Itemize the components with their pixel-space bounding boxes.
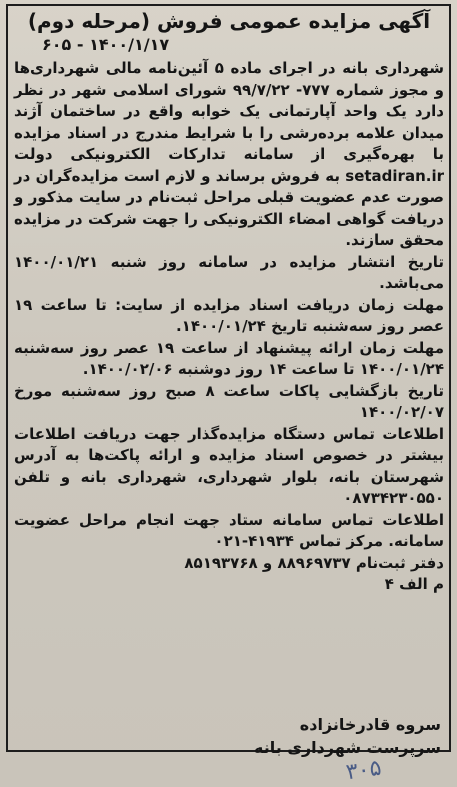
signature-block	[254, 713, 441, 759]
signature-title: سرپرست شهرداری بانه	[253, 738, 441, 757]
notice-number-date: ۶۰۵ - ۱۴۰۰/۱/۱۷	[42, 35, 170, 54]
notice-paragraph-document-deadline: مهلت زمان دریافت اسناد مزایده از سایت: تا ساعت ۱۹ عصر روز سه‌شنبه تاریخ ۱۴۰۰/۰۱/۲۴.	[14, 295, 444, 335]
notice-paragraph-contact-municipality: اطلاعات تماس دستگاه مزایده‌گذار جهت دریافت اطلاعات بیشتر در خصوص اسناد مزایده و ارائه پاکت‌ها به آدرس شهرستان بانه، بلوار شهرداری، شهرداری بانه و تلفن ۰۸۷۳۴۲۳۰۵۵۰	[14, 424, 444, 507]
notice-paragraph-opening-date: تاریخ بازگشایی پاکات ساعت ۸ صبح روز سه‌شنبه مورخ ۱۴۰۰/۰۲/۰۷	[14, 381, 444, 421]
notice-body	[14, 8, 444, 596]
notice-paragraph-main: شهرداری بانه در اجرای ماده ۵ آئین‌نامه مالی شهرداری‌ها و مجوز شماره ۷۷۷- ۹۹/۷/۲۲ شورای اسلامی شهر در نظر دارد یک واحد آپارتمانی یک خوابه واقع در ساختمان آژند میدان علامه برده‌رشی را با شرایط مندرج در اسناد مزایده با بهره‌گیری از سامانه تدارکات الکترونیکی دولت setadiran.ir به فروش برساند و لازم است مزایده‌گران در صورت عدم عضویت قبلی مراحل ثبت‌نام در سایت مذکور و دریافت گواهی امضاء الکترونیکی را جهت شرکت در مزایده محقق سازند.	[14, 59, 444, 249]
notice-paragraph-bid-deadline: مهلت زمان ارائه پیشنهاد از ساعت ۱۹ عصر روز سه‌شنبه ۱۴۰۰/۰۱/۲۴ تا ساعت ۱۴ روز دوشنبه ۱۴۰۰/۰۲/۰۶.	[14, 338, 444, 378]
notice-title: آگهی مزایده عمومی فروش (مرحله دوم)	[27, 9, 431, 33]
notice-paragraph-reference: م الف ۴	[384, 575, 444, 593]
notice-paragraph-registration-office: دفتر ثبت‌نام ۸۸۹۶۹۷۳۷ و ۸۵۱۹۳۷۶۸	[184, 553, 444, 572]
notice-paragraph-publish-date: تاریخ انتشار مزایده در سامانه روز شنبه ۱۴۰۰/۰۱/۲۱ می‌باشد.	[14, 252, 444, 292]
notice-paragraph-contact-setad: اطلاعات تماس سامانه ستاد جهت انجام مراحل عضویت سامانه. مرکز تماس ۴۱۹۳۴-۰۲۱	[14, 510, 444, 550]
signature-name: سروه قادرخانزاده	[299, 715, 441, 734]
handwritten-mark: ۳۰۵	[344, 755, 384, 786]
